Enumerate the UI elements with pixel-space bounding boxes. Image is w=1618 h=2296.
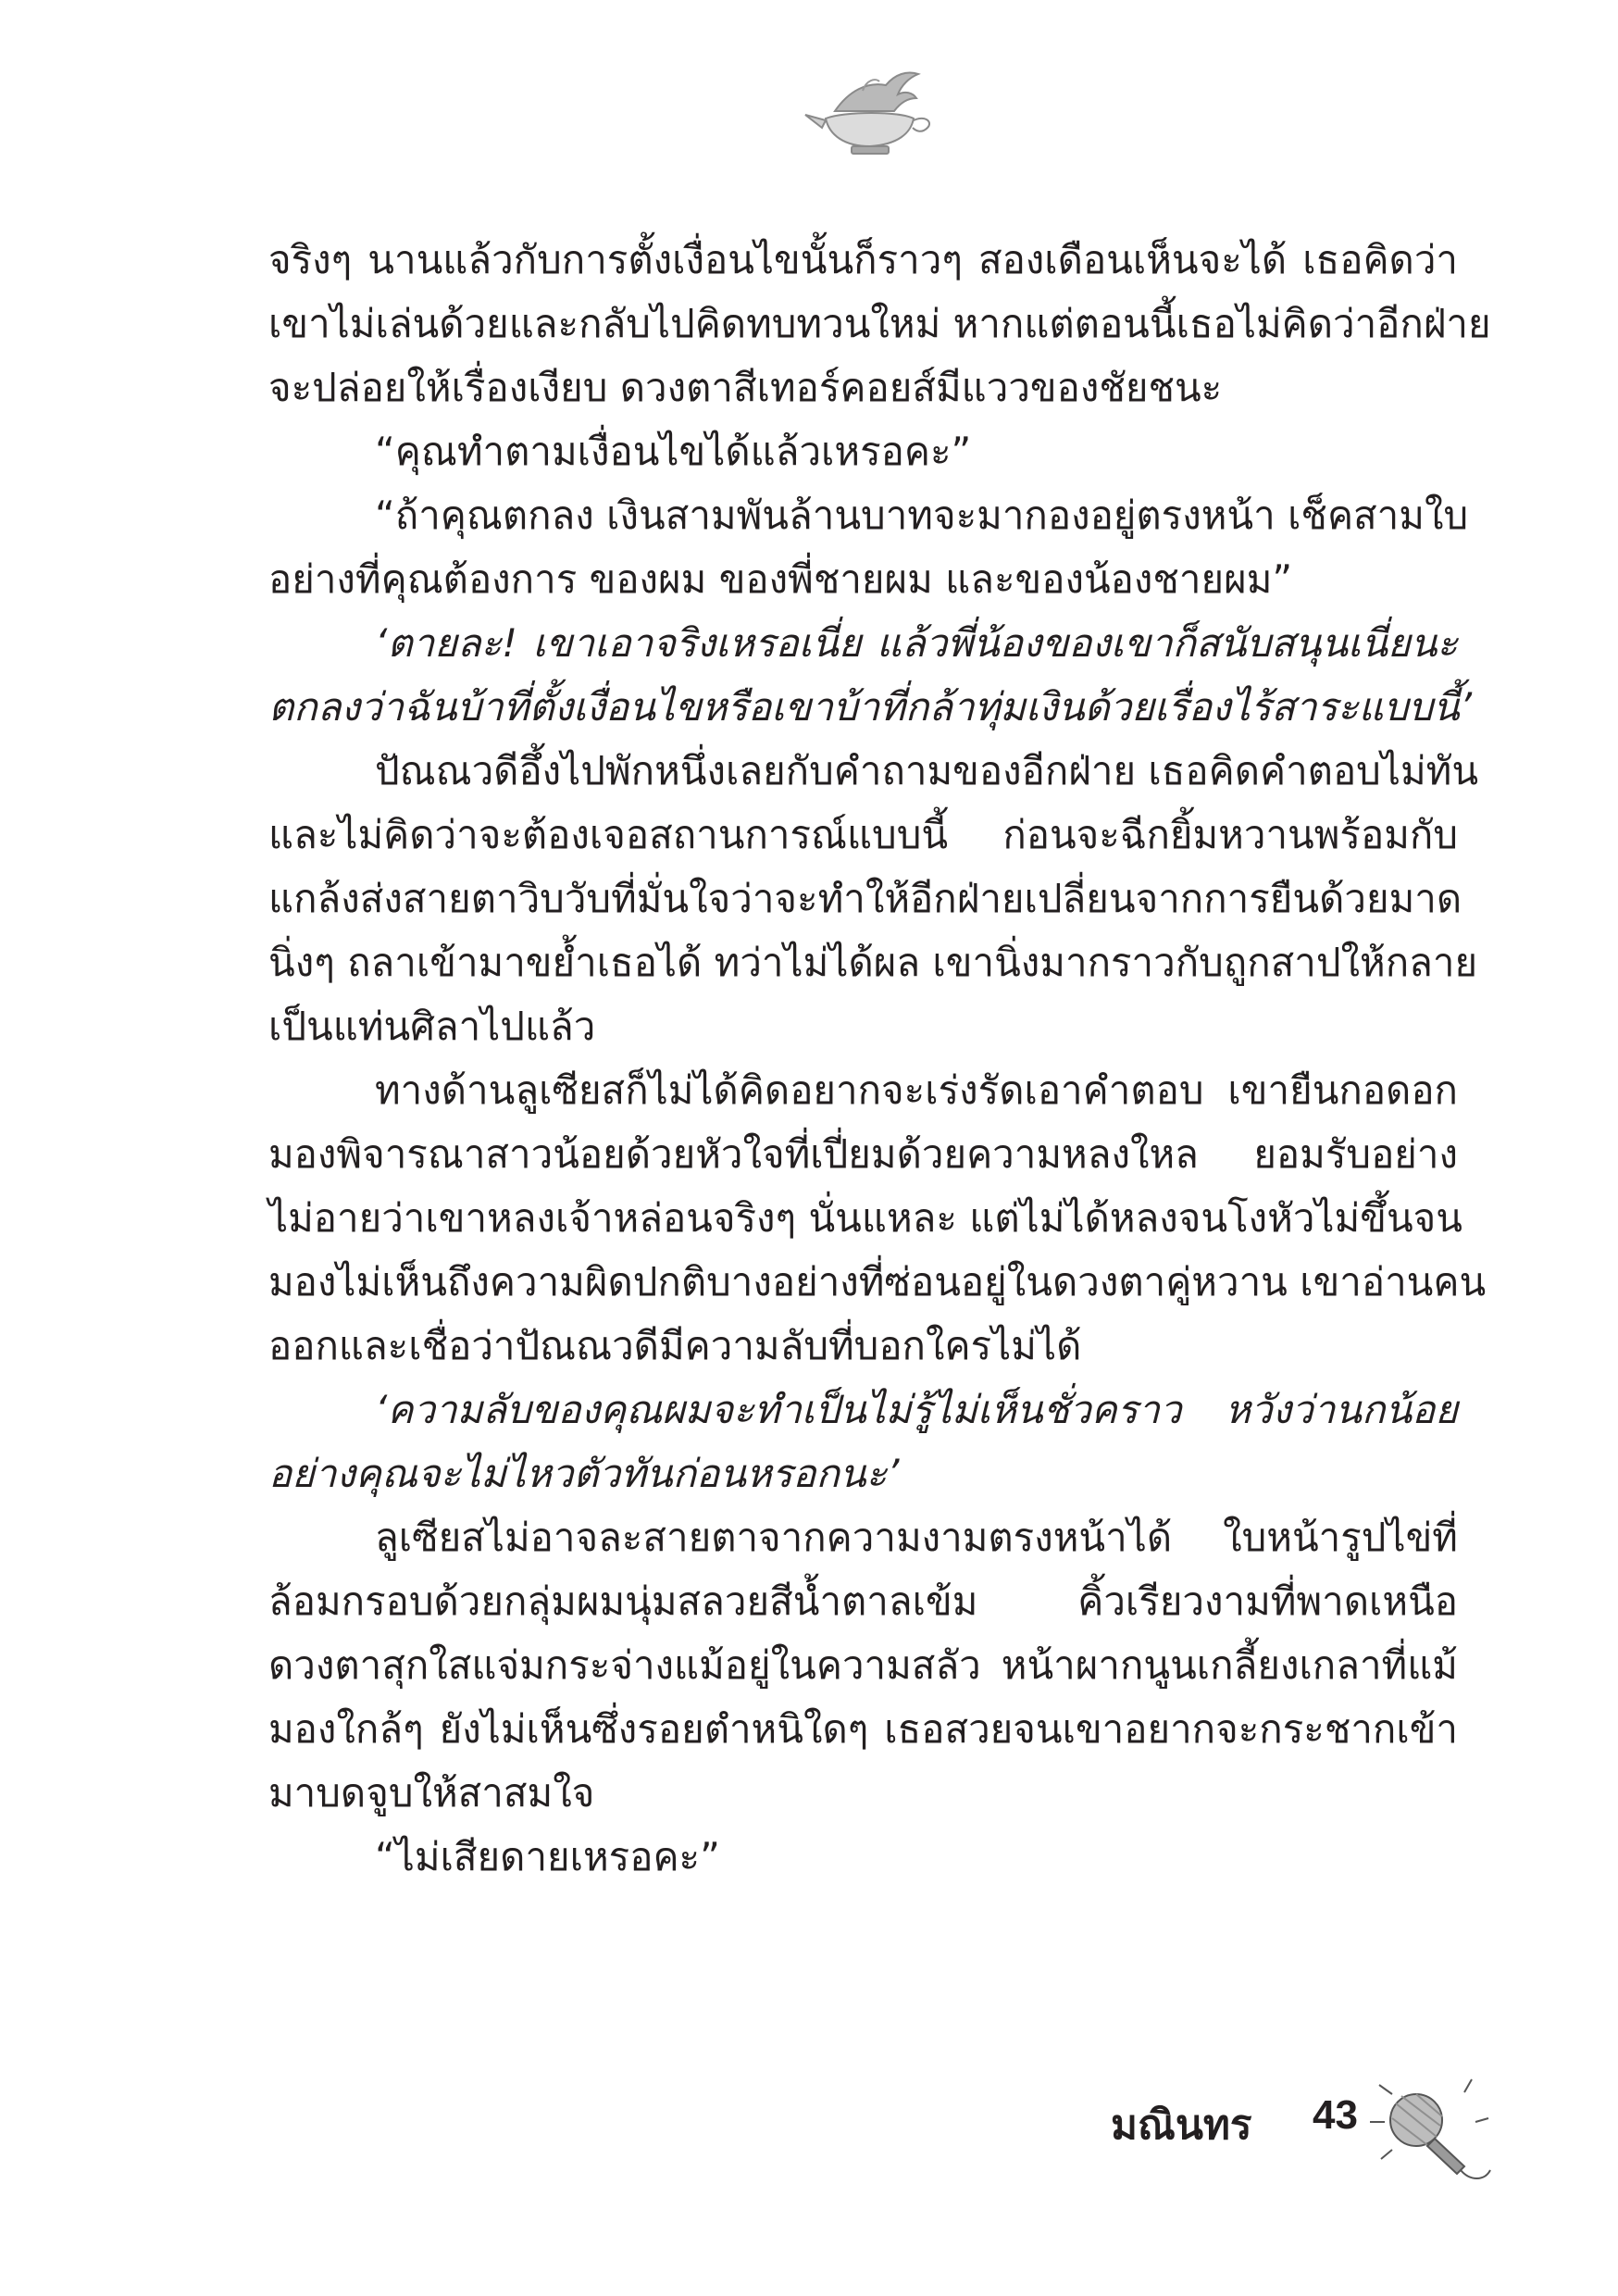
text-line: นิ่งๆ ถลาเข้ามาขย้ำเธอได้ ทว่าไม่ได้ผล เขานิ่งมากราวกับถูกสาปให้กลาย xyxy=(268,940,1478,985)
text-line: ล้อมกรอบด้วยกลุ่มผมนุ่มสลวยสีน้ำตาลเข้ม คิ้วเรียวงามที่พาดเหนือ xyxy=(268,1578,1458,1624)
text-line: ดวงตาสุกใสแจ่มกระจ่างแม้อยู่ในความสลัว หน้าผากนูนเกลี้ยงเกลาที่แม้ xyxy=(268,1642,1458,1688)
footer-brand: มณินทร xyxy=(1111,2102,1252,2149)
text-line: จะปล่อยให้เรื่องเงียบ ดวงตาสีเทอร์คอยส์มีแววของชัยชนะ xyxy=(268,365,1223,410)
text-line: อย่างคุณจะไม่ไหวตัวทันก่อนหรอกนะ’ xyxy=(268,1451,900,1496)
text-line: “ไม่เสียดายเหรอคะ” xyxy=(375,1834,720,1879)
text-line: ปัณณวดีอึ้งไปพักหนึ่งเลยกับคำถามของอีกฝ่าย เธอคิดคำตอบไม่ทัน xyxy=(375,748,1479,793)
text-line: แกล้งส่งสายตาวิบวับที่มั่นใจว่าจะทำให้อีกฝ่ายเปลี่ยนจากการยืนด้วยมาด xyxy=(268,876,1462,921)
genie-lamp-icon xyxy=(798,54,937,165)
text-line: มองพิจารณาสาวน้อยด้วยหัวใจที่เปี่ยมด้วยความหลงใหล ยอมรับอย่าง xyxy=(268,1131,1458,1177)
text-line: จริงๆ นานแล้วกับการตั้งเงื่อนไขนั้นก็ราวๆ สองเดือนเห็นจะได้ เธอคิดว่า xyxy=(268,237,1458,282)
microphone-icon xyxy=(1361,2066,1500,2187)
text-line: ทางด้านลูเซียสก็ไม่ได้คิดอยากจะเร่งรัดเอาคำตอบ เขายืนกอดอก xyxy=(375,1067,1458,1113)
text-line: ตกลงว่าฉันบ้าที่ตั้งเงื่อนไขหรือเขาบ้าที่กล้าทุ่มเงินด้วยเรื่องไร้สาระแบบนี้’ xyxy=(268,684,1473,730)
text-line: ออกและเชื่อว่าปัณณวดีมีความลับที่บอกใครไม่ได้ xyxy=(268,1323,1082,1368)
text-line: “คุณทำตามเงื่อนไขได้แล้วเหรอคะ” xyxy=(375,429,972,474)
text-line: ไม่อายว่าเขาหลงเจ้าหล่อนจริงๆ นั่นแหละ แต่ไม่ได้หลงจนโงหัวไม่ขึ้นจน xyxy=(268,1195,1462,1241)
text-line: “ถ้าคุณตกลง เงินสามพันล้านบาทจะมากองอยู่ตรงหน้า เช็คสามใบ xyxy=(375,493,1469,538)
text-line: มาบดจูบให้สาสมใจ xyxy=(268,1770,595,1816)
body-text xyxy=(268,228,1491,1889)
text-line: เขาไม่เล่นด้วยและกลับไปคิดทบทวนใหม่ หากแต่ตอนนี้เธอไม่คิดว่าอีกฝ่าย xyxy=(268,301,1491,346)
text-line: มองใกล้ๆ ยังไม่เห็นซึ่งรอยตำหนิใดๆ เธอสวยจนเขาอยากจะกระชากเข้า xyxy=(268,1706,1458,1752)
text-line: และไม่คิดว่าจะต้องเจอสถานการณ์แบบนี้ ก่อนจะฉีกยิ้มหวานพร้อมกับ xyxy=(268,812,1458,857)
text-line: เป็นแท่นศิลาไปแล้ว xyxy=(268,1004,596,1049)
text-line: ลูเซียสไม่อาจละสายตาจากความงามตรงหน้าได้ ใบหน้ารูปไข่ที่ xyxy=(375,1515,1458,1560)
text-line: ‘ความลับของคุณผมจะทำเป็นไม่รู้ไม่เห็นชั่วคราว หวังว่านกน้อย xyxy=(375,1387,1458,1432)
page-number: 43 xyxy=(1313,2092,1358,2138)
text-line: ‘ตายละ! เขาเอาจริงเหรอเนี่ย แล้วพี่น้องของเขาก็สนับสนุนเนี่ยนะ xyxy=(375,620,1458,666)
text-line: มองไม่เห็นถึงความผิดปกติบางอย่างที่ซ่อนอยู่ในดวงตาคู่หวาน เขาอ่านคน xyxy=(268,1259,1487,1304)
text-line: อย่างที่คุณต้องการ ของผม ของพี่ชายผม และของน้องชายผม” xyxy=(268,556,1293,602)
